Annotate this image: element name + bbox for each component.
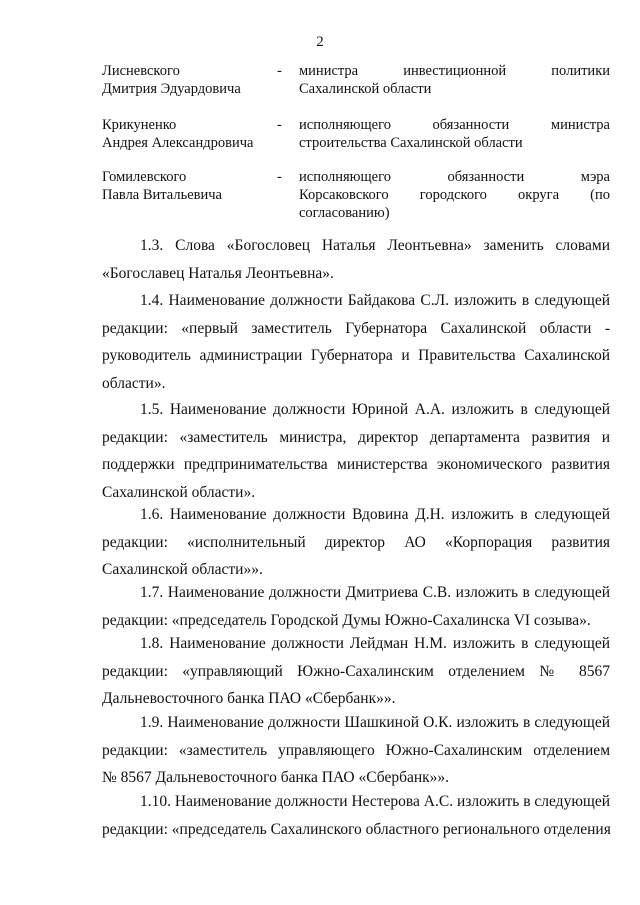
paragraph-line: руководитель администрации Губернатора и Правительства Сахалинской	[102, 347, 610, 364]
paragraph-line: поддержки предпринимательства министерства экономического развития	[102, 456, 610, 473]
paragraph-line: Дальневосточного банка ПАО «Сбербанк»».	[102, 690, 396, 707]
paragraph-1-5	[102, 396, 610, 506]
paragraph-line: № 8567 Дальневосточного банка ПАО «Сбербанк»».	[102, 769, 450, 786]
member-role	[299, 116, 610, 152]
member-dash: -	[277, 63, 282, 79]
member-name	[102, 168, 272, 204]
member-name	[102, 116, 272, 152]
member-surname: Лисневского	[102, 63, 180, 79]
paragraph-line: 1.5. Наименование должности Юриной А.А. изложить в следующей	[140, 401, 610, 418]
role-line: министра инвестиционной политики	[299, 63, 610, 79]
paragraph-line: 1.3. Слова «Богословец Наталья Леонтьевна» заменить словами	[140, 237, 610, 254]
paragraph-line: редакции: «заместитель министра, директор департамента развития и	[102, 428, 610, 446]
paragraph-line: редакции: «заместитель управляющего Южно-Сахалинским отделением	[102, 741, 610, 759]
role-line: исполняющего обязанности мэра	[299, 169, 610, 185]
member-dash: -	[277, 169, 282, 185]
paragraph-line: Сахалинской области».	[102, 483, 256, 501]
member-name	[102, 62, 272, 98]
paragraph-line: редакции: «председатель Сахалинского областного регионального отделения	[102, 820, 611, 838]
paragraph-1-7	[102, 579, 610, 634]
paragraph-line: 1.7. Наименование должности Дмитриева С.В. изложить в следующей	[140, 584, 610, 601]
member-role	[299, 62, 610, 98]
paragraph-1-9	[102, 709, 610, 792]
paragraph-line: Сахалинской области»».	[102, 561, 263, 578]
paragraph-line: 1.10. Наименование должности Нестерова А.С. изложить в следующей	[140, 793, 611, 810]
member-given-names: Дмитрия Эдуардовича	[102, 81, 241, 97]
paragraph-1-4	[102, 287, 610, 397]
page-number: 2	[316, 34, 324, 50]
member-surname: Крикуненко	[102, 117, 177, 133]
paragraph-line: 1.8. Наименование должности Лейдман Н.М. изложить в следующей	[140, 635, 610, 652]
member-entry	[102, 116, 610, 156]
role-line: Сахалинской области	[299, 81, 432, 97]
member-role	[299, 168, 610, 222]
paragraph-1-8	[102, 630, 610, 713]
paragraph-line: области».	[102, 374, 166, 392]
role-line: согласованию)	[299, 205, 390, 221]
member-dash: -	[277, 117, 282, 133]
role-line: строительства Сахалинской области	[299, 135, 523, 151]
paragraph-line: редакции: «председатель Городской Думы Южно-Сахалинска VI созыва».	[102, 611, 591, 629]
paragraph-line: «Богославец Наталья Леонтьевна».	[102, 264, 334, 282]
role-line: Корсаковского городского округа (по	[299, 187, 610, 203]
paragraph-line: 1.4. Наименование должности Байдакова С.Л. изложить в следующей	[140, 292, 610, 309]
paragraph-line: редакции: «исполнительный директор АО «Корпорация развития	[102, 533, 610, 551]
paragraph-1-10	[102, 788, 610, 843]
paragraph-line: 1.6. Наименование должности Вдовина Д.Н. изложить в следующей	[140, 506, 610, 523]
member-given-names: Андрея Александровича	[102, 135, 254, 151]
member-entry	[102, 168, 610, 226]
member-surname: Гомилевского	[102, 169, 187, 185]
paragraph-line: редакции: «первый заместитель Губернатора Сахалинской области -	[102, 319, 610, 337]
paragraph-line: редакции: «управляющий Южно-Сахалинским отделением № 8567	[102, 662, 610, 680]
role-line: исполняющего обязанности министра	[299, 117, 610, 133]
paragraph-1-3	[102, 232, 610, 287]
member-entry	[102, 62, 610, 102]
paragraph-line: 1.9. Наименование должности Шашкиной О.К. изложить в следующей	[140, 714, 610, 731]
member-given-names: Павла Витальевича	[102, 187, 222, 203]
paragraph-1-6	[102, 501, 610, 584]
